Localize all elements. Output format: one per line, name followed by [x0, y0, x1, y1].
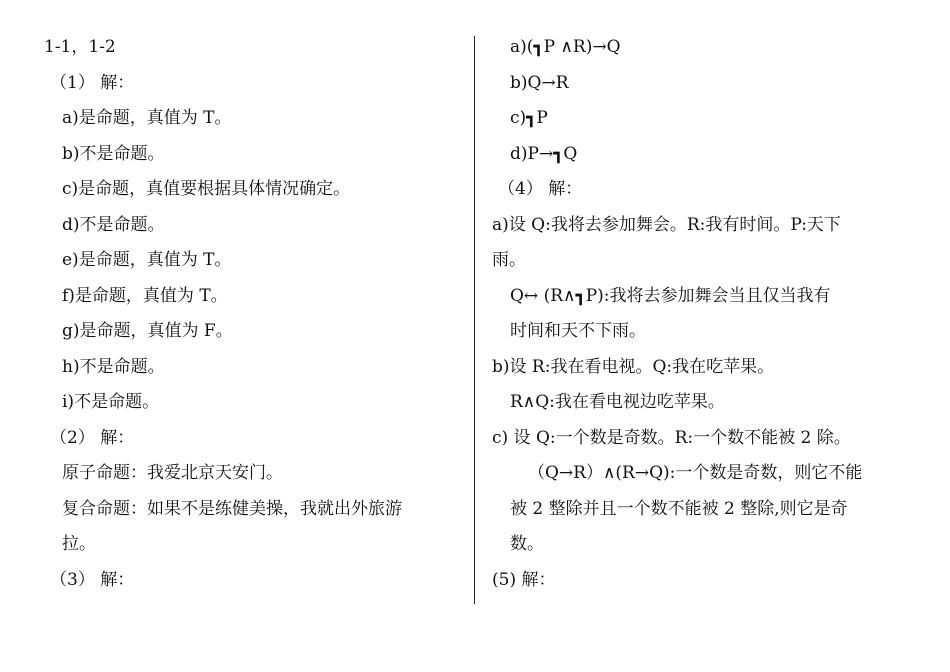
answer-line: f)是命题，真值为 T。 — [62, 285, 228, 306]
answer-line: h)不是命题。 — [62, 356, 165, 377]
question-label: （2） 解： — [50, 427, 135, 448]
left-column — [44, 30, 470, 598]
column-divider — [474, 36, 475, 604]
question-label: (5) 解： — [492, 569, 556, 590]
question-label: （1） 解： — [50, 72, 135, 93]
answer-line: a)是命题，真值为 T。 — [62, 108, 232, 128]
question-label: （4） 解： — [498, 179, 583, 199]
answer-line: a)设 Q:我将去参加舞会。R:我有时间。P:天下 — [492, 214, 841, 235]
answer-line: 时间和天不下雨。 — [510, 321, 646, 341]
answer-line: c)┓P — [510, 108, 548, 128]
answer-line: d)不是命题。 — [62, 214, 165, 235]
answer-line: 被 2 整除并且一个数不能被 2 整除,则它是奇 — [510, 498, 848, 519]
answer-line: e)是命题，真值为 T。 — [62, 250, 232, 270]
answer-line: b)设 R:我在看电视。Q:我在吃苹果。 — [492, 356, 775, 377]
answer-line: Q↔ (R∧┓P):我将去参加舞会当且仅当我有 — [510, 285, 831, 306]
answer-line: 复合命题：如果不是练健美操，我就出外旅游 — [62, 498, 402, 519]
answer-line: （Q→R）∧(R→Q):一个数是奇数，则它不能 — [528, 463, 863, 483]
answer-line: a)(┓P ∧R)→Q — [510, 37, 621, 57]
question-label: （3） 解： — [50, 569, 135, 590]
right-column — [492, 30, 922, 598]
answer-line: c) 设 Q:一个数是奇数。R:一个数不能被 2 除。 — [492, 427, 851, 448]
answer-line: 拉。 — [62, 534, 96, 554]
answer-line: b)Q→R — [510, 72, 569, 93]
answer-line: g)是命题，真值为 F。 — [62, 321, 233, 341]
section-heading: 1-1，1-2 — [44, 37, 116, 57]
answer-line: 原子命题：我爱北京天安门。 — [62, 463, 283, 483]
answer-line: 雨。 — [492, 250, 526, 270]
answer-line: i)不是命题。 — [62, 392, 160, 412]
answer-line: b)不是命题。 — [62, 143, 165, 164]
answer-line: 数。 — [510, 534, 544, 554]
answer-line: R∧Q:我在看电视边吃苹果。 — [510, 392, 725, 412]
answer-line: d)P→┓Q — [510, 143, 578, 164]
answer-line: c)是命题，真值要根据具体情况确定。 — [62, 179, 351, 199]
